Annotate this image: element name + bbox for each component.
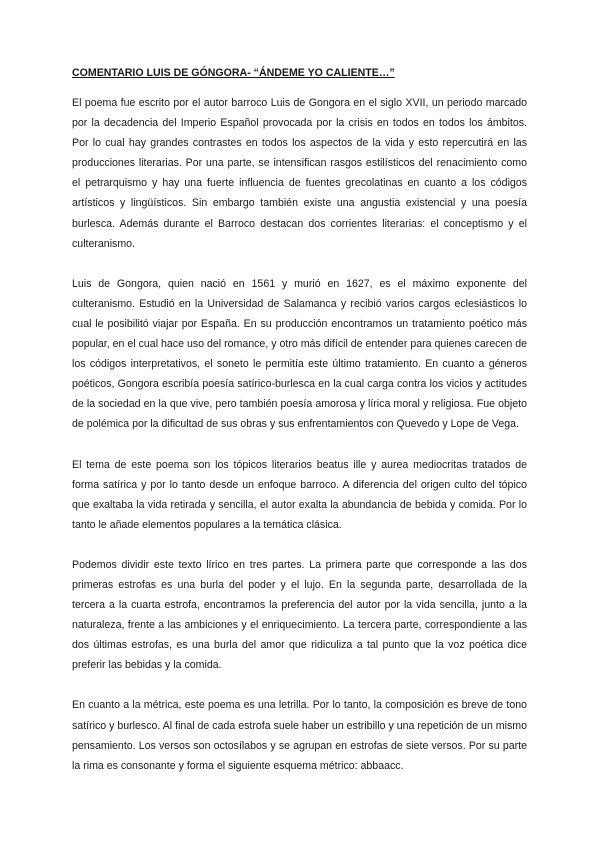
document-title: COMENTARIO LUIS DE GÓNGORA- “ÁNDEME YO CALIENTE…” — [72, 67, 395, 79]
paragraph-author: Luis de Gongora, quien nació en 1561 y murió en 1627, es el máximo exponente del culteranismo. Estudió en la Universidad de Salamanca y recibió varios cargos eclesiásticos lo cual le posibilitó viajar por España. En su producción encontramos un tratamiento poético más popular, en el cual hace uso del romance, y otro más difícil de entender para quienes carecen de los códigos interpretativos, el soneto le permitía este último tratamiento. En cuanto a géneros poéticos, Gongora escribía poesía satírico-burlesca en la cual carga contra los vicios y actitudes de la sociedad en la que vive, pero también poesía amorosa y lírica moral y religiosa. Fue objeto de polémica por la dificultad de sus obras y sus enfrentamientos con Quevedo y Lope de Vega. — [72, 277, 527, 431]
paragraph-theme: El tema de este poema son los tópicos literarios beatus ille y aurea mediocritas tratados de forma satírica y por lo tanto desde un enfoque barroco. A diferencia del origen culto del tópico que exaltaba la vida retirada y sencilla, el autor exalta la abundancia de bebida y comida. Por lo tanto le añade elementos populares a la temática clásica. — [72, 458, 527, 531]
paragraph-metrics: En cuanto a la métrica, este poema es una letrilla. Por lo tanto, la composición es breve de tono satírico y burlesco. Al final de cada estrofa suele haber un estribillo y una repetición de un mismo pensamiento. Los versos son octosílabos y se agrupan en estrofas de siete versos. Por su parte la rima es consonante y forma el siguiente esquema métrico: abbaacc. — [72, 699, 527, 772]
paragraph-context: El poema fue escrito por el autor barroco Luis de Gongora en el siglo XVII, un periodo marcado por la decadencia del Imperio Español provocada por la crisis en todos en todos los ámbitos. Por lo cual hay grandes contrastes en todos los aspectos de la vida y esto repercutirá en las producciones literarias. Por una parte, se intensifican rasgos estilísticos del renacimiento como el petrarquismo y hay una fuerte influencia de fuentes grecolatinas en cuanto a los códigos artísticos y lingüísticos. Sin embargo también existe una angustia existencial y una poesía burlesca. Además durante el Barroco destacan dos corrientes literarias: el conceptismo y el culteranismo. — [72, 97, 527, 250]
paragraph-structure: Podemos dividir este texto lírico en tres partes. La primera parte que corresponde a las dos primeras estrofas es una burla del poder y el lujo. En la segunda parte, desarrollada de la tercera a la cuarta estrofa, encontramos la preferencia del autor por la vida sencilla, junto a la naturaleza, frente a las ambiciones y el enriquecimiento. La tercera parte, correspondiente a las dos últimas estrofas, es una burla del amor que ridiculiza a tal punto que la voz poética dice preferir las bebidas y la comida. — [72, 558, 527, 672]
document-page — [72, 66, 527, 796]
